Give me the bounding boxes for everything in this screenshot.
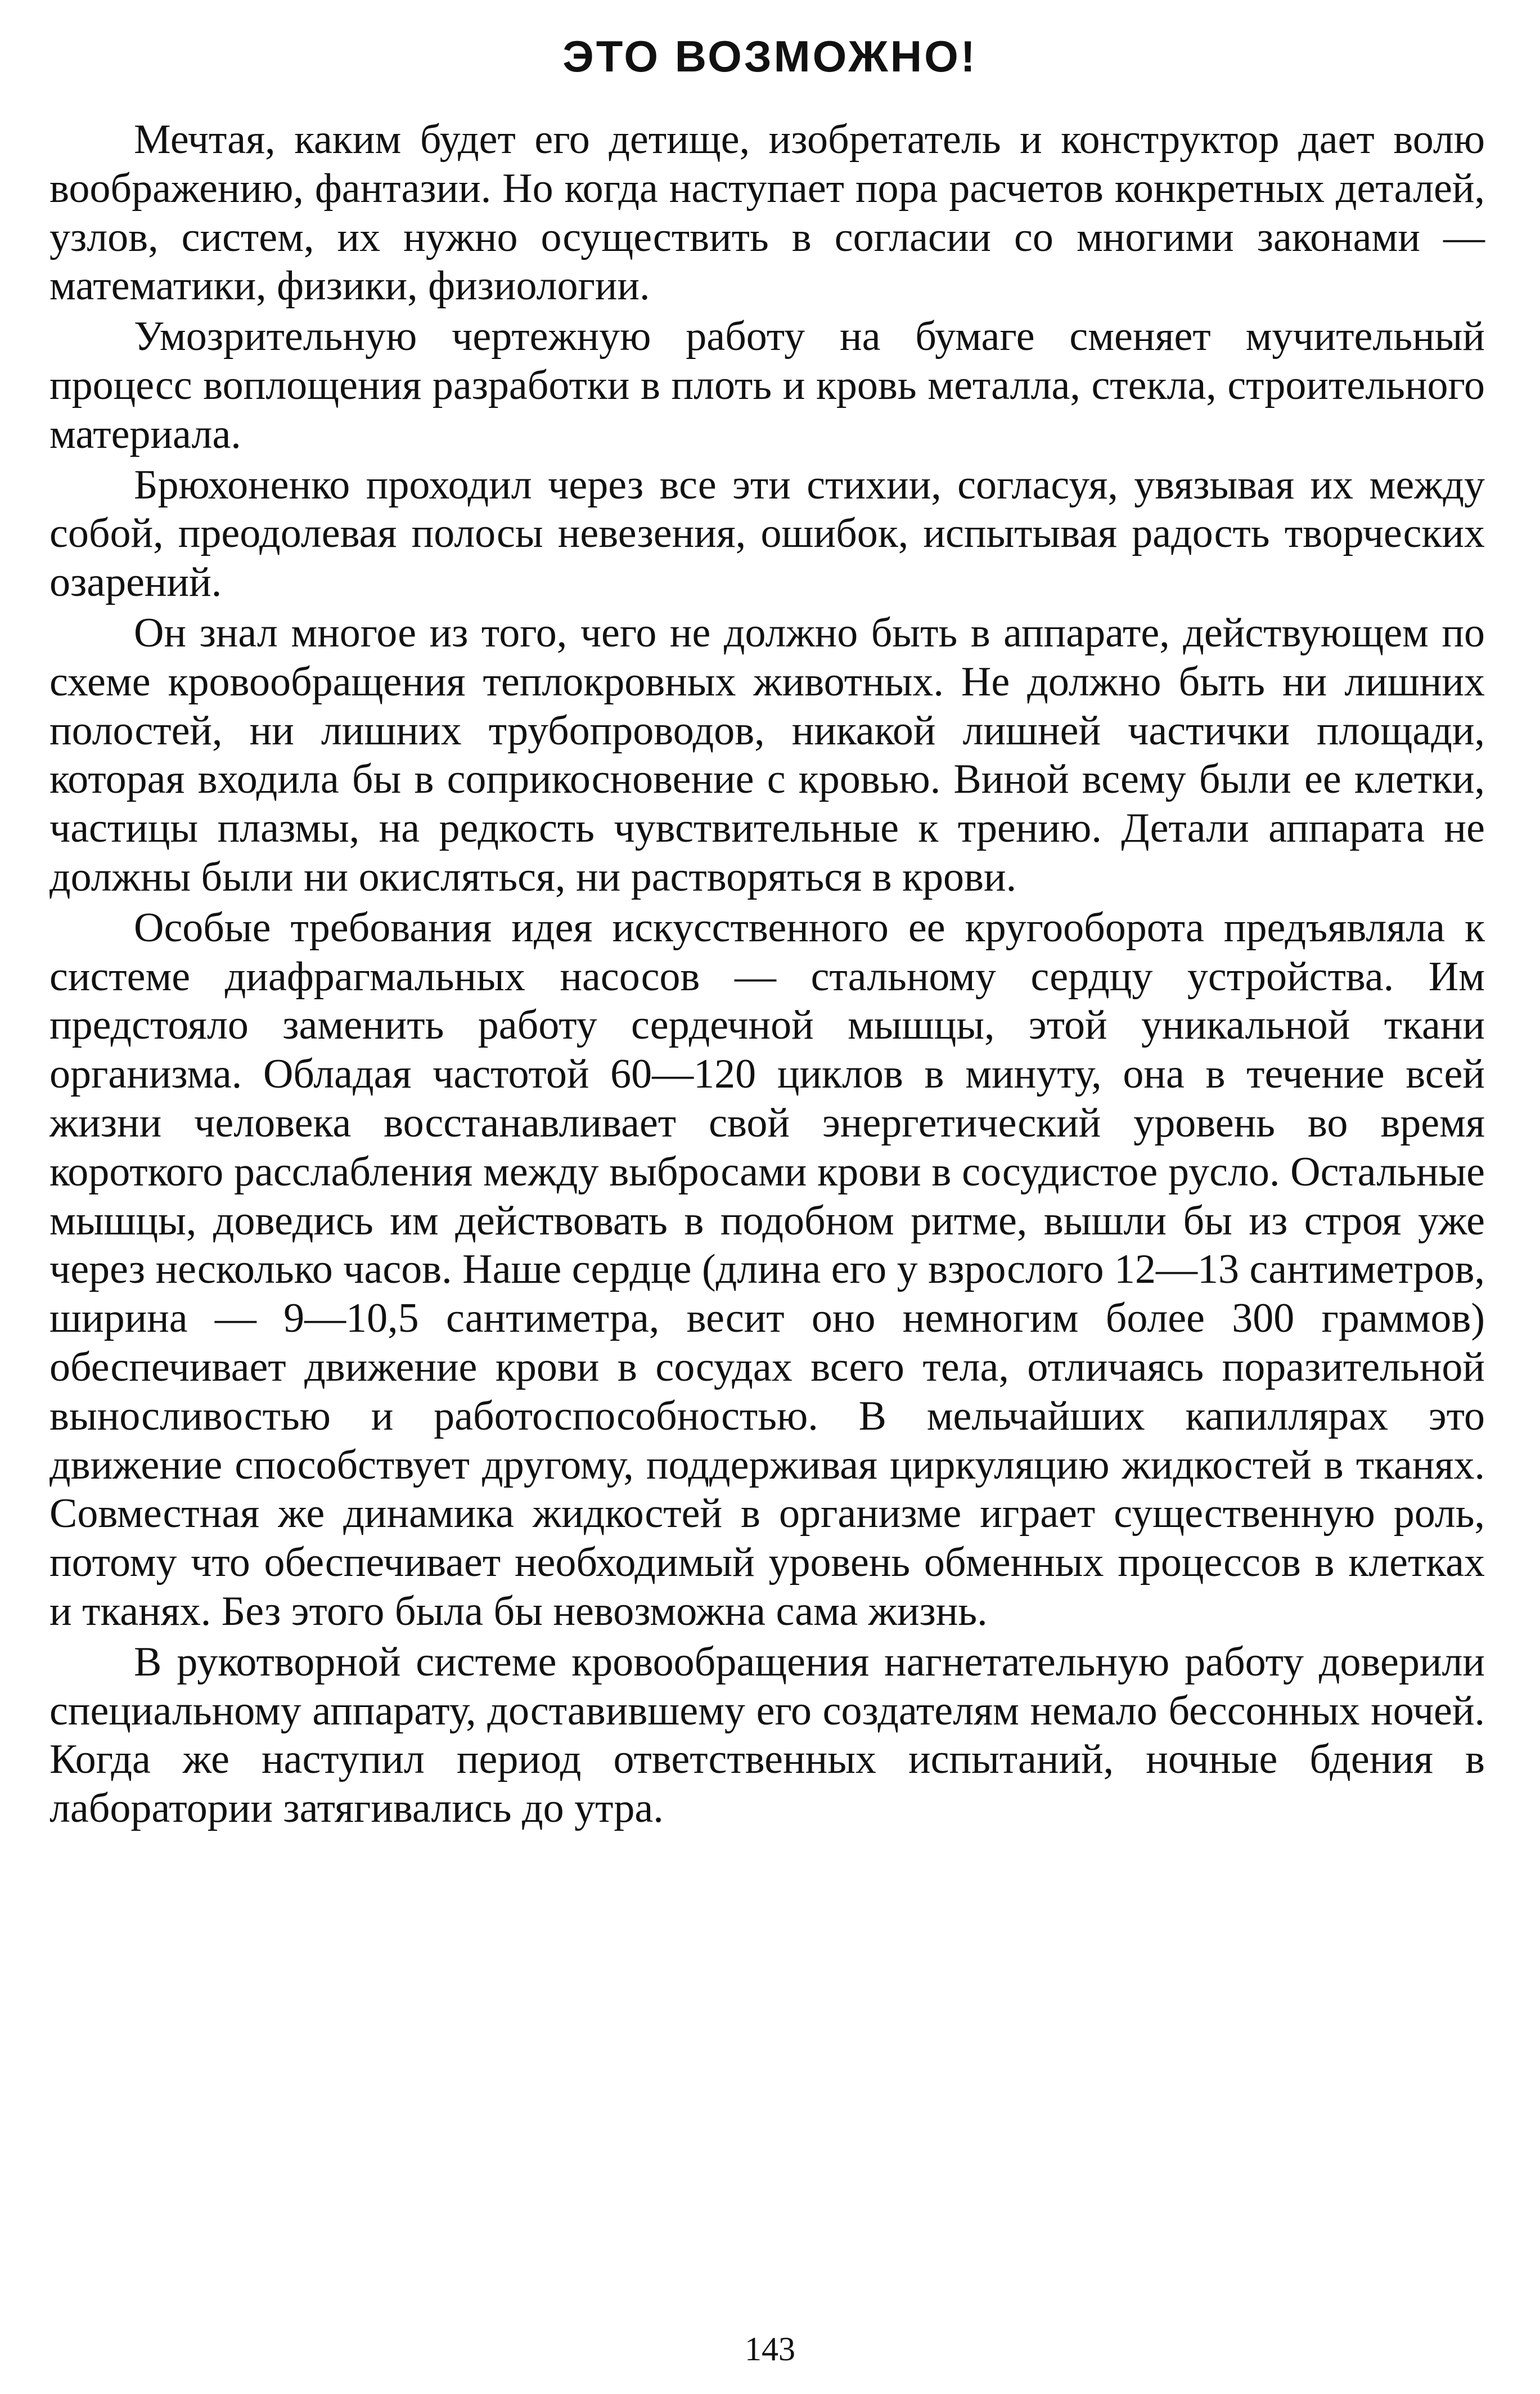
body-text [49, 115, 1485, 1833]
paragraph: В рукотворной системе кровообращения нагнетательную работу доверили специальному аппарату, доставившему его создателям немало бессонных ночей. Когда же наступил период ответственных испытаний, ночные бдения в лаборатории затягивались до утра. [49, 1638, 1485, 1832]
paragraph: Он знал многое из того, чего не должно быть в аппарате, действующем по схеме кровообращения теплокровных животных. Не должно быть ни лишних полостей, ни лишних трубопроводов, никакой лишней частички площади, которая входила бы в соприкосновение с кровью. Виной всему были ее клетки, частицы плазмы, на редкость чувствительные к трению. Детали аппарата не должны были ни окисляться, ни растворяться в крови. [49, 609, 1485, 900]
paragraph: Мечтая, каким будет его детище, изобретатель и конструктор дает волю воображению, фантазии. Но когда наступает пора расчетов конкретных деталей, узлов, систем, их нужно осуществить в согласии со многими законами — математики, физики, физиологии. [49, 116, 1485, 309]
chapter-heading: ЭТО ВОЗМОЖНО! [562, 32, 978, 81]
paragraph: Брюхоненко проходил через все эти стихии, согласуя, увязывая их между собой, преодолевая полосы невезения, ошибок, испытывая радость творческих озарений. [49, 461, 1485, 606]
page-number: 143 [745, 2330, 795, 2368]
paragraph: Особые требования идея искусственного ее кругооборота предъявляла к системе диафрагмальных насосов — стальному сердцу устройства. Им предстояло заменить работу сердечной мышцы, этой уникальной ткани организма. Обладая частотой 60—120 циклов в минуту, она в течение всей жизни человека восстанавливает свой энергетический уровень во время короткого расслабления между выбросами крови в сосудистое русло. Остальные мышцы, доведись им действовать в подобном ритме, вышли бы из строя уже через несколько часов. Наше сердце (длина его у взрослого 12—13 сантиметров, ширина — 9—10,5 сантиметра, весит оно немногим более 300 граммов) обеспечивает движение крови в сосудах всего тела, отличаясь поразительной выносливостью и работоспособностью. В мельчайших капиллярах это движение способствует другому, поддерживая циркуляцию жидкостей в тканях. Совместная же динамика жидкостей в организме играет существенную роль, потому что обеспечивает необходимый уровень обменных процессов в клетках и тканях. Без этого была бы невозможна сама жизнь. [49, 904, 1485, 1634]
paragraph: Умозрительную чертежную работу на бумаге сменяет мучительный процесс воплощения разработки в плоть и кровь металла, стекла, строительного материала. [49, 313, 1485, 457]
